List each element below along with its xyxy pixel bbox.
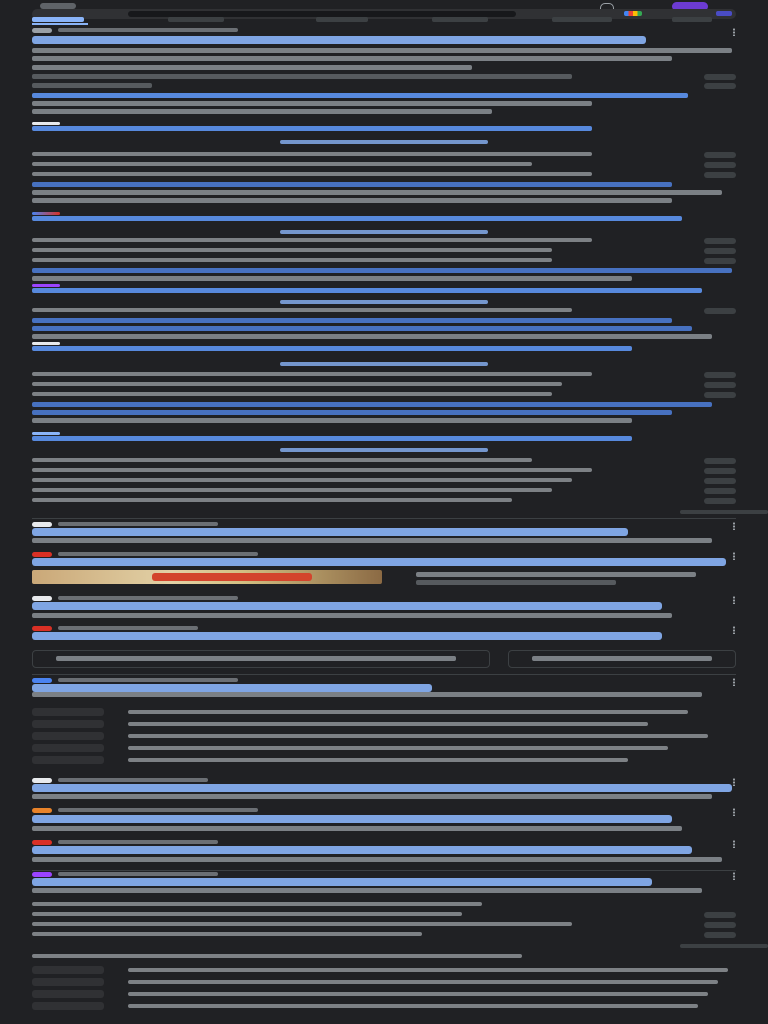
expand-button[interactable] (704, 74, 736, 80)
highlight-line[interactable] (32, 326, 692, 331)
section-heading (280, 448, 488, 452)
row-text (32, 498, 512, 502)
site-favicon (32, 552, 52, 557)
expand-button[interactable] (704, 932, 736, 938)
row-text (32, 912, 462, 916)
row-text (128, 746, 668, 750)
snippet-line (32, 190, 722, 195)
expand-button[interactable] (704, 922, 736, 928)
result-16 (32, 954, 736, 1022)
tab-all[interactable] (32, 17, 84, 22)
site-favicon (32, 626, 52, 631)
table-cell (32, 732, 104, 740)
result-10 (32, 626, 736, 672)
row-text (32, 478, 572, 482)
three-dot-icon[interactable] (732, 28, 736, 36)
tab-5[interactable] (552, 17, 612, 22)
result-title[interactable] (32, 878, 652, 886)
result-5 (32, 342, 736, 432)
divider (32, 870, 736, 871)
result-2 (32, 122, 736, 208)
snippet-line (32, 83, 152, 88)
result-7 (32, 522, 736, 550)
result-12 (32, 778, 736, 804)
result-11 (32, 678, 736, 776)
result-4 (32, 284, 736, 344)
row-text (32, 922, 572, 926)
three-dot-icon[interactable] (732, 522, 736, 530)
three-dot-icon[interactable] (732, 808, 736, 816)
result-title[interactable] (32, 288, 702, 293)
snippet-line (532, 656, 712, 661)
result-title[interactable] (32, 436, 632, 441)
snippet-line (32, 198, 672, 203)
table-cell (32, 720, 104, 728)
table-cell (32, 744, 104, 752)
search-button[interactable] (716, 11, 732, 16)
row-text (128, 1004, 698, 1008)
expand-button[interactable] (704, 392, 736, 398)
result-snippet (32, 613, 672, 618)
row-text (128, 968, 728, 972)
expand-button[interactable] (704, 372, 736, 378)
site-favicon (32, 284, 60, 287)
site-favicon (32, 596, 52, 601)
result-title[interactable] (32, 126, 592, 131)
highlight-line[interactable] (32, 268, 732, 273)
site-url[interactable] (58, 808, 258, 812)
snippet-line (32, 65, 472, 70)
expand-button[interactable] (704, 83, 736, 89)
row-text (128, 722, 648, 726)
expand-button[interactable] (704, 458, 736, 464)
result-title[interactable] (32, 346, 632, 351)
snippet-line (32, 56, 672, 61)
site-favicon (32, 342, 60, 345)
snippet-line (32, 334, 712, 339)
expand-button[interactable] (704, 478, 736, 484)
site-url[interactable] (58, 778, 208, 782)
row-text (32, 258, 552, 262)
row-text (32, 238, 592, 242)
section-heading (280, 362, 488, 366)
three-dot-icon[interactable] (732, 552, 736, 560)
result-thumbnail[interactable] (32, 570, 382, 584)
row-text (128, 734, 708, 738)
site-favicon (32, 122, 60, 125)
result-14 (32, 840, 736, 870)
three-dot-icon[interactable] (732, 778, 736, 786)
expand-button[interactable] (704, 912, 736, 918)
row-text (32, 932, 422, 936)
tab-6[interactable] (672, 17, 712, 22)
snippet-line (32, 276, 632, 281)
site-url[interactable] (58, 552, 258, 556)
row-text (32, 248, 552, 252)
section-heading (280, 230, 488, 234)
result-title[interactable] (32, 846, 692, 854)
row-text (32, 458, 532, 462)
row-text (32, 392, 552, 396)
row-text (128, 758, 628, 762)
snippet-line (32, 101, 592, 106)
row-text (128, 992, 708, 996)
thumbnail-banner (152, 573, 312, 581)
result-snippet (32, 48, 732, 53)
site-url[interactable] (58, 522, 218, 526)
site-favicon (32, 872, 52, 877)
table-cell (32, 708, 104, 716)
result-8 (32, 552, 736, 594)
result-title[interactable] (32, 36, 646, 44)
result-title[interactable] (32, 632, 662, 640)
site-favicon (32, 522, 52, 527)
result-title[interactable] (32, 784, 732, 792)
expand-button[interactable] (704, 248, 736, 254)
three-dot-icon[interactable] (732, 872, 736, 880)
lens-icon[interactable] (624, 11, 642, 16)
result-title[interactable] (32, 528, 628, 536)
search-tabs (32, 17, 736, 25)
result-title[interactable] (32, 815, 672, 823)
highlight-line[interactable] (32, 402, 712, 407)
result-9 (32, 596, 736, 624)
result-snippet (32, 794, 712, 799)
site-url[interactable] (58, 626, 198, 630)
result-snippet (32, 888, 702, 893)
site-url[interactable] (58, 840, 218, 844)
snippet-line (32, 418, 632, 423)
result-6 (32, 432, 736, 518)
table-cell (32, 756, 104, 764)
show-more-button[interactable] (680, 944, 768, 948)
site-favicon (32, 212, 60, 215)
result-title[interactable] (32, 216, 682, 221)
result-1 (32, 28, 736, 118)
expand-button[interactable] (704, 162, 736, 168)
snippet-line (56, 656, 456, 661)
expand-button[interactable] (704, 382, 736, 388)
result-title[interactable] (32, 684, 432, 692)
site-url[interactable] (58, 28, 238, 32)
highlight-line[interactable] (32, 318, 672, 323)
table-cell (32, 966, 104, 974)
row-text (32, 382, 562, 386)
show-more-button[interactable] (680, 510, 768, 514)
row-text (32, 172, 592, 176)
table-cell (32, 1002, 104, 1010)
result-snippet (32, 857, 722, 862)
row-text (128, 980, 718, 984)
tab-4[interactable] (432, 17, 488, 22)
site-url[interactable] (58, 872, 218, 876)
section-heading (280, 300, 488, 304)
row-text (32, 162, 532, 166)
highlight-line[interactable] (32, 182, 672, 187)
result-snippet (32, 692, 702, 697)
site-favicon (32, 808, 52, 813)
highlight-line[interactable] (32, 410, 672, 415)
expand-button[interactable] (704, 238, 736, 244)
row-text (128, 710, 688, 714)
site-url[interactable] (58, 678, 238, 682)
expand-button[interactable] (704, 308, 736, 314)
three-dot-icon[interactable] (732, 626, 736, 634)
snippet-line (32, 74, 572, 79)
site-favicon (32, 778, 52, 783)
result-snippet (32, 826, 682, 831)
tab-2[interactable] (168, 17, 224, 22)
snippet-line (416, 572, 696, 577)
site-favicon (32, 432, 60, 435)
row-text (32, 468, 592, 472)
result-title[interactable] (32, 602, 662, 610)
row-text (32, 488, 552, 492)
snippet-line (32, 109, 492, 114)
expand-button[interactable] (704, 258, 736, 264)
result-3 (32, 212, 736, 288)
three-dot-icon[interactable] (732, 596, 736, 604)
expand-button[interactable] (704, 152, 736, 158)
snippet-line (416, 580, 616, 585)
table-cell (32, 990, 104, 998)
expand-button[interactable] (704, 498, 736, 504)
expand-button[interactable] (704, 172, 736, 178)
expand-button[interactable] (704, 468, 736, 474)
active-tab-indicator (32, 23, 88, 25)
three-dot-icon[interactable] (732, 840, 736, 848)
site-url[interactable] (58, 596, 238, 600)
site-favicon (32, 28, 52, 33)
site-favicon (32, 678, 52, 683)
row-text (32, 308, 572, 312)
result-13 (32, 808, 736, 838)
row-text (32, 954, 522, 958)
highlight-line[interactable] (32, 93, 688, 98)
result-15 (32, 872, 736, 950)
expand-button[interactable] (704, 488, 736, 494)
table-cell (32, 978, 104, 986)
result-title[interactable] (32, 558, 726, 566)
row-text (32, 152, 592, 156)
row-text (32, 902, 482, 906)
row-text (32, 372, 592, 376)
section-heading (280, 140, 488, 144)
tab-3[interactable] (316, 17, 368, 22)
divider (32, 674, 736, 675)
result-snippet (32, 538, 712, 543)
three-dot-icon[interactable] (732, 678, 736, 686)
site-favicon (32, 840, 52, 845)
divider (32, 518, 736, 519)
